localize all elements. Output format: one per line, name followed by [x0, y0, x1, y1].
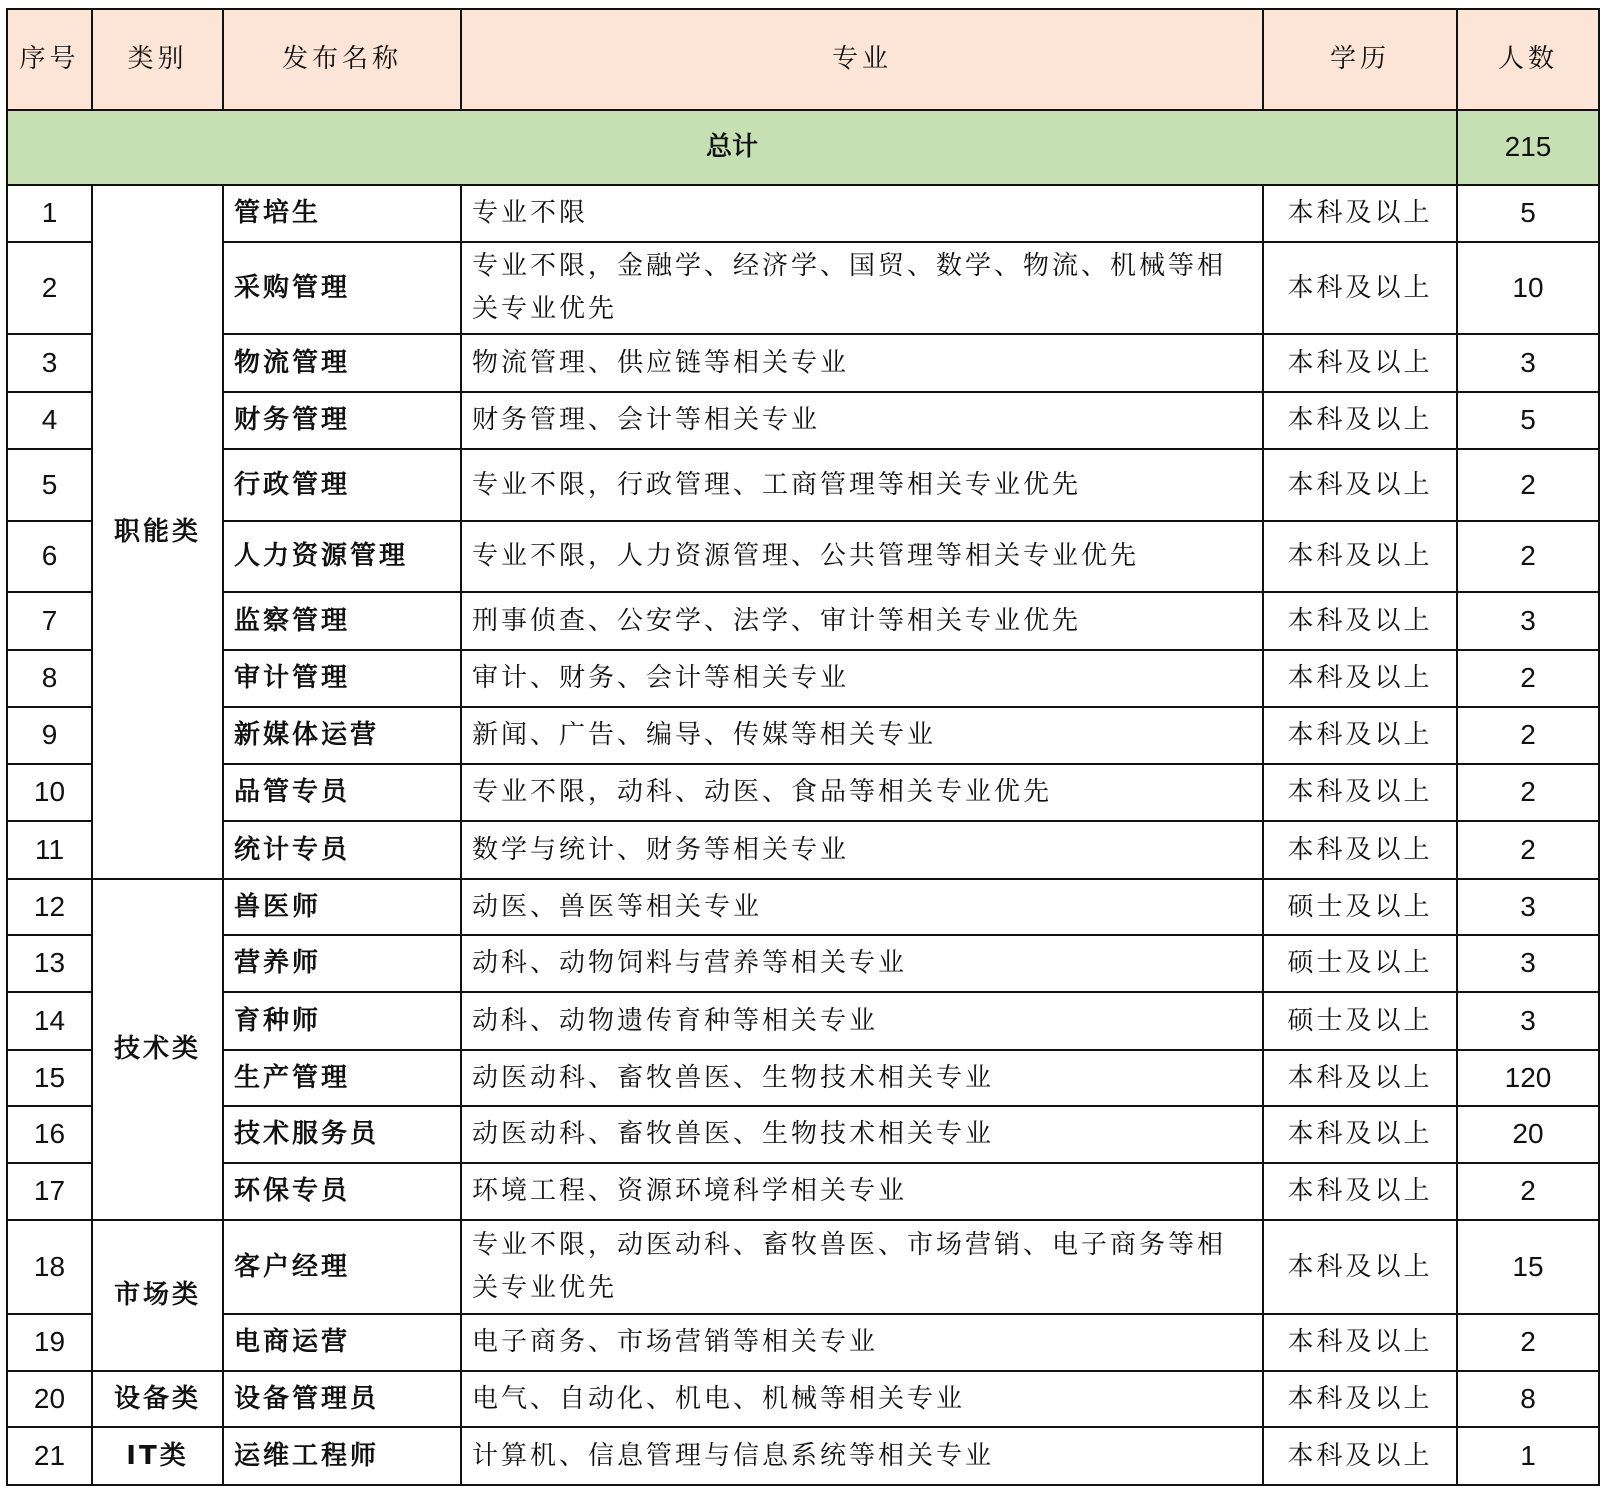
position-name: 采购管理 — [223, 242, 461, 334]
total-label: 总计 — [7, 110, 1457, 185]
major-requirement: 专业不限，动科、动医、食品等相关专业优先 — [461, 764, 1263, 821]
position-name: 技术服务员 — [223, 1106, 461, 1163]
education-requirement: 本科及以上 — [1263, 521, 1457, 592]
row-number: 4 — [7, 392, 92, 449]
headcount: 2 — [1457, 821, 1599, 879]
education-requirement: 本科及以上 — [1263, 1314, 1457, 1371]
table-row — [7, 650, 1599, 707]
row-number: 6 — [7, 521, 92, 592]
table-row — [7, 1220, 1599, 1314]
table-row — [7, 1106, 1599, 1163]
education-requirement: 本科及以上 — [1263, 821, 1457, 879]
education-requirement: 本科及以上 — [1263, 392, 1457, 449]
position-name: 财务管理 — [223, 392, 461, 449]
headcount: 2 — [1457, 521, 1599, 592]
row-number: 9 — [7, 707, 92, 764]
headcount: 2 — [1457, 650, 1599, 707]
header-name: 发布名称 — [223, 9, 461, 110]
headcount: 2 — [1457, 707, 1599, 764]
education-requirement: 本科及以上 — [1263, 1371, 1457, 1427]
table-row — [7, 992, 1599, 1050]
row-number: 5 — [7, 449, 92, 521]
position-name: 品管专员 — [223, 764, 461, 821]
header-count: 人数 — [1457, 9, 1599, 110]
table-row — [7, 392, 1599, 449]
table-row — [7, 1050, 1599, 1106]
position-name: 物流管理 — [223, 334, 461, 392]
position-name: 行政管理 — [223, 449, 461, 521]
education-requirement: 本科及以上 — [1263, 650, 1457, 707]
table-row — [7, 242, 1599, 334]
headcount: 3 — [1457, 592, 1599, 650]
header-category: 类别 — [92, 9, 223, 110]
row-number: 7 — [7, 592, 92, 650]
row-number: 10 — [7, 764, 92, 821]
row-number: 16 — [7, 1106, 92, 1163]
major-requirement: 审计、财务、会计等相关专业 — [461, 650, 1263, 707]
education-requirement: 本科及以上 — [1263, 1220, 1457, 1314]
major-requirement: 专业不限，人力资源管理、公共管理等相关专业优先 — [461, 521, 1263, 592]
table-row — [7, 879, 1599, 935]
row-number: 8 — [7, 650, 92, 707]
recruitment-table — [6, 8, 1600, 1486]
position-name: 运维工程师 — [223, 1427, 461, 1485]
education-requirement: 本科及以上 — [1263, 1427, 1457, 1485]
table-row — [7, 1427, 1599, 1485]
table-row — [7, 1163, 1599, 1220]
major-requirement: 动科、动物遗传育种等相关专业 — [461, 992, 1263, 1050]
education-requirement: 本科及以上 — [1263, 1106, 1457, 1163]
total-row — [7, 110, 1599, 185]
table-row — [7, 334, 1599, 392]
major-requirement: 环境工程、资源环境科学相关专业 — [461, 1163, 1263, 1220]
position-name: 客户经理 — [223, 1220, 461, 1314]
row-number: 11 — [7, 821, 92, 879]
table-row — [7, 1371, 1599, 1427]
education-requirement: 本科及以上 — [1263, 334, 1457, 392]
row-number: 19 — [7, 1314, 92, 1371]
major-requirement: 专业不限 — [461, 185, 1263, 242]
position-name: 新媒体运营 — [223, 707, 461, 764]
row-number: 17 — [7, 1163, 92, 1220]
major-requirement: 专业不限，动医动科、畜牧兽医、市场营销、电子商务等相关专业优先 — [461, 1220, 1263, 1314]
header-no: 序号 — [7, 9, 92, 110]
major-requirement: 数学与统计、财务等相关专业 — [461, 821, 1263, 879]
table-row — [7, 185, 1599, 242]
major-requirement: 刑事侦查、公安学、法学、审计等相关专业优先 — [461, 592, 1263, 650]
row-number: 13 — [7, 935, 92, 992]
headcount: 15 — [1457, 1220, 1599, 1314]
major-requirement: 新闻、广告、编导、传媒等相关专业 — [461, 707, 1263, 764]
major-requirement: 动医动科、畜牧兽医、生物技术相关专业 — [461, 1050, 1263, 1106]
headcount: 2 — [1457, 1163, 1599, 1220]
category-cell: 设备类 — [92, 1371, 223, 1427]
education-requirement: 本科及以上 — [1263, 449, 1457, 521]
headcount: 20 — [1457, 1106, 1599, 1163]
major-requirement: 物流管理、供应链等相关专业 — [461, 334, 1263, 392]
major-requirement: 专业不限，金融学、经济学、国贸、数学、物流、机械等相关专业优先 — [461, 242, 1263, 334]
education-requirement: 本科及以上 — [1263, 242, 1457, 334]
position-name: 人力资源管理 — [223, 521, 461, 592]
row-number: 3 — [7, 334, 92, 392]
major-requirement: 电气、自动化、机电、机械等相关专业 — [461, 1371, 1263, 1427]
position-name: 统计专员 — [223, 821, 461, 879]
headcount: 3 — [1457, 334, 1599, 392]
education-requirement: 本科及以上 — [1263, 1163, 1457, 1220]
headcount: 8 — [1457, 1371, 1599, 1427]
category-cell: 职能类 — [92, 185, 223, 879]
position-name: 管培生 — [223, 185, 461, 242]
row-number: 18 — [7, 1220, 92, 1314]
headcount: 3 — [1457, 992, 1599, 1050]
major-requirement: 电子商务、市场营销等相关专业 — [461, 1314, 1263, 1371]
total-count: 215 — [1457, 110, 1599, 185]
row-number: 20 — [7, 1371, 92, 1427]
education-requirement: 本科及以上 — [1263, 185, 1457, 242]
table-row — [7, 1314, 1599, 1371]
education-requirement: 硕士及以上 — [1263, 935, 1457, 992]
headcount: 3 — [1457, 935, 1599, 992]
education-requirement: 本科及以上 — [1263, 592, 1457, 650]
category-cell: 技术类 — [92, 879, 223, 1220]
table-row — [7, 935, 1599, 992]
education-requirement: 硕士及以上 — [1263, 992, 1457, 1050]
row-number: 1 — [7, 185, 92, 242]
major-requirement: 计算机、信息管理与信息系统等相关专业 — [461, 1427, 1263, 1485]
education-requirement: 硕士及以上 — [1263, 879, 1457, 935]
major-requirement: 动医动科、畜牧兽医、生物技术相关专业 — [461, 1106, 1263, 1163]
table-row — [7, 821, 1599, 879]
major-requirement: 专业不限，行政管理、工商管理等相关专业优先 — [461, 449, 1263, 521]
major-requirement: 财务管理、会计等相关专业 — [461, 392, 1263, 449]
position-name: 电商运营 — [223, 1314, 461, 1371]
headcount: 5 — [1457, 185, 1599, 242]
headcount: 3 — [1457, 879, 1599, 935]
position-name: 环保专员 — [223, 1163, 461, 1220]
category-cell: IT类 — [92, 1427, 223, 1485]
position-name: 兽医师 — [223, 879, 461, 935]
row-number: 12 — [7, 879, 92, 935]
table-row — [7, 592, 1599, 650]
position-name: 生产管理 — [223, 1050, 461, 1106]
headcount: 10 — [1457, 242, 1599, 334]
row-number: 14 — [7, 992, 92, 1050]
education-requirement: 本科及以上 — [1263, 707, 1457, 764]
header-major: 专业 — [461, 9, 1263, 110]
table-row — [7, 764, 1599, 821]
row-number: 15 — [7, 1050, 92, 1106]
row-number: 2 — [7, 242, 92, 334]
row-number: 21 — [7, 1427, 92, 1485]
education-requirement: 本科及以上 — [1263, 1050, 1457, 1106]
table-row — [7, 449, 1599, 521]
headcount: 2 — [1457, 449, 1599, 521]
category-cell: 市场类 — [92, 1220, 223, 1371]
headcount: 5 — [1457, 392, 1599, 449]
position-name: 监察管理 — [223, 592, 461, 650]
headcount: 1 — [1457, 1427, 1599, 1485]
headcount: 2 — [1457, 764, 1599, 821]
position-name: 营养师 — [223, 935, 461, 992]
position-name: 育种师 — [223, 992, 461, 1050]
table-row — [7, 707, 1599, 764]
headcount: 2 — [1457, 1314, 1599, 1371]
position-name: 设备管理员 — [223, 1371, 461, 1427]
header-row — [7, 9, 1599, 110]
education-requirement: 本科及以上 — [1263, 764, 1457, 821]
headcount: 120 — [1457, 1050, 1599, 1106]
major-requirement: 动医、兽医等相关专业 — [461, 879, 1263, 935]
position-name: 审计管理 — [223, 650, 461, 707]
table-row — [7, 521, 1599, 592]
header-education: 学历 — [1263, 9, 1457, 110]
major-requirement: 动科、动物饲料与营养等相关专业 — [461, 935, 1263, 992]
